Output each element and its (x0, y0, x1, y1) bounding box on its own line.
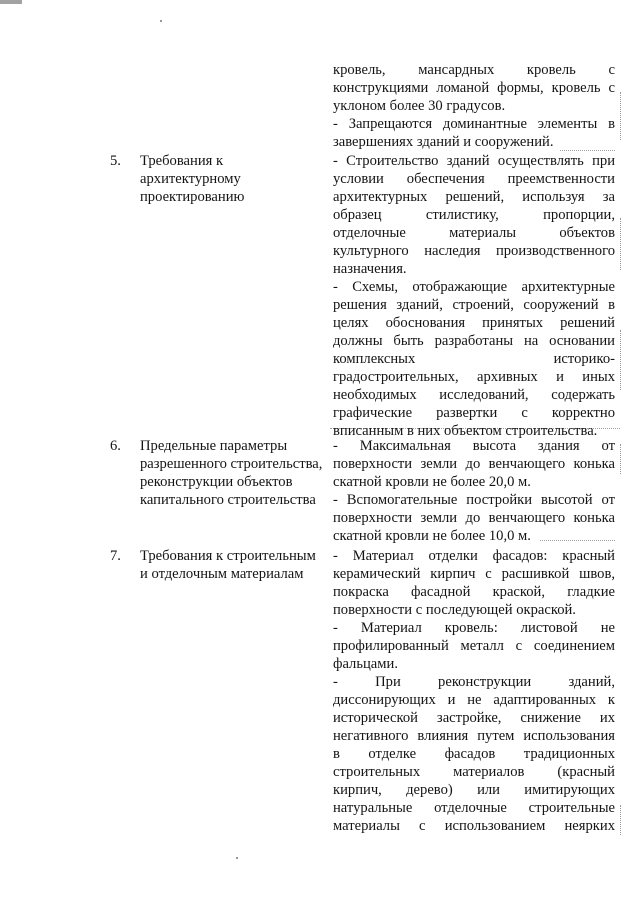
description-line: покраска фасадной краской, гладкие (333, 584, 615, 600)
description-line: культурного наследия производственного (333, 243, 615, 259)
row-description (333, 547, 615, 835)
description-line: отделочные материалы объектов (333, 225, 615, 241)
description-line: архитектурных решений, используя за (333, 189, 615, 205)
description-line: поверхности с последующей окраской. (333, 602, 576, 618)
scan-speck (160, 20, 162, 22)
description-line: керамический кирпич с расшивкой швов, (333, 566, 615, 582)
description-line: кирпич, дерево) или имитирующих (333, 782, 615, 798)
description-line: - Материал кровель: листовой не (333, 620, 615, 636)
description-line: поверхности земли до венчающего конька (333, 456, 615, 472)
description-line: натуральные отделочные строительные (333, 800, 615, 816)
description-line: завершениях зданий и сооружений. (333, 134, 554, 150)
description-line: - Запрещаются доминантные элементы в (333, 116, 615, 132)
description-line: в отделке фасадов традиционных (333, 746, 615, 762)
table-rule-vertical (620, 444, 621, 474)
description-line: - Схемы, отображающие архитектурные (333, 279, 615, 295)
row-description (333, 437, 615, 545)
row-number: 7. (110, 548, 121, 564)
description-line: скатной кровли не более 20,0 м. (333, 474, 531, 490)
label-line: Требования к (140, 153, 224, 169)
table-rule-vertical (620, 218, 621, 270)
description-line: - Строительство зданий осуществлять при (333, 153, 615, 169)
row-number: 5. (110, 153, 121, 169)
description-line: целях обоснования принятых решений (333, 315, 615, 331)
description-line: графические развертки с корректно (333, 405, 615, 421)
description-line: материалы с использованием неярких (333, 818, 615, 834)
description-line: диссонирующих и не адаптированных к (333, 692, 615, 708)
row-label (140, 437, 336, 509)
label-line: реконструкции объектов (140, 474, 293, 490)
table-rule-vertical (620, 330, 621, 390)
description-line: фальцами. (333, 656, 398, 672)
label-line: проектированию (140, 189, 245, 205)
row-label (140, 547, 336, 583)
row-description (333, 61, 615, 151)
row-number: 6. (110, 438, 121, 454)
description-line: условии обеспечения преемственности (333, 171, 615, 187)
description-line: вписанным в них объектом строительства. (333, 423, 598, 439)
label-line: архитектурному (140, 171, 241, 187)
table-rule-vertical (620, 92, 621, 140)
table-rule-vertical (620, 805, 621, 835)
description-line: кровель, мансардных кровель с (333, 62, 615, 78)
description-line: уклоном более 30 градусов. (333, 98, 506, 114)
description-line: - Вспомогательные постройки высотой от (333, 492, 615, 508)
description-line: профилированный металл с соединением (333, 638, 615, 654)
description-line: - Материал отделки фасадов: красный (333, 548, 615, 564)
description-line: конструкциями ломаной формы, кровель с (333, 80, 615, 96)
description-line: должны быть разработаны на основании (333, 333, 615, 349)
description-line: исторической застройке, снижение их (333, 710, 615, 726)
description-line: образец стилистику, пропорции, (333, 207, 615, 223)
description-line: строительных материалов (красный (333, 764, 615, 780)
description-line: назначения. (333, 261, 407, 277)
scan-speck (236, 857, 238, 859)
row-description (333, 152, 615, 440)
description-line: - При реконструкции зданий, (333, 674, 615, 690)
label-line: Требования к строительным (140, 548, 316, 564)
label-line: разрешенного строительства, (140, 456, 323, 472)
label-line: и отделочным материалам (140, 566, 304, 582)
description-line: градостроительных, архивных и иных (333, 369, 615, 385)
description-line: решения зданий, строений, сооружений в (333, 297, 615, 313)
label-line: Предельные параметры (140, 438, 288, 454)
description-line: скатной кровли не более 10,0 м. (333, 528, 531, 544)
description-line: - Максимальная высота здания от (333, 438, 615, 454)
scan-corner-mark (0, 0, 22, 4)
description-line: комплексных историко- (333, 351, 615, 367)
description-line: негативного влияния путем использования (333, 728, 615, 744)
description-line: необходимых исследований, содержать (333, 387, 615, 403)
description-line: поверхности земли до венчающего конька (333, 510, 615, 526)
label-line: капитального строительства (140, 492, 316, 508)
row-label (140, 152, 336, 206)
